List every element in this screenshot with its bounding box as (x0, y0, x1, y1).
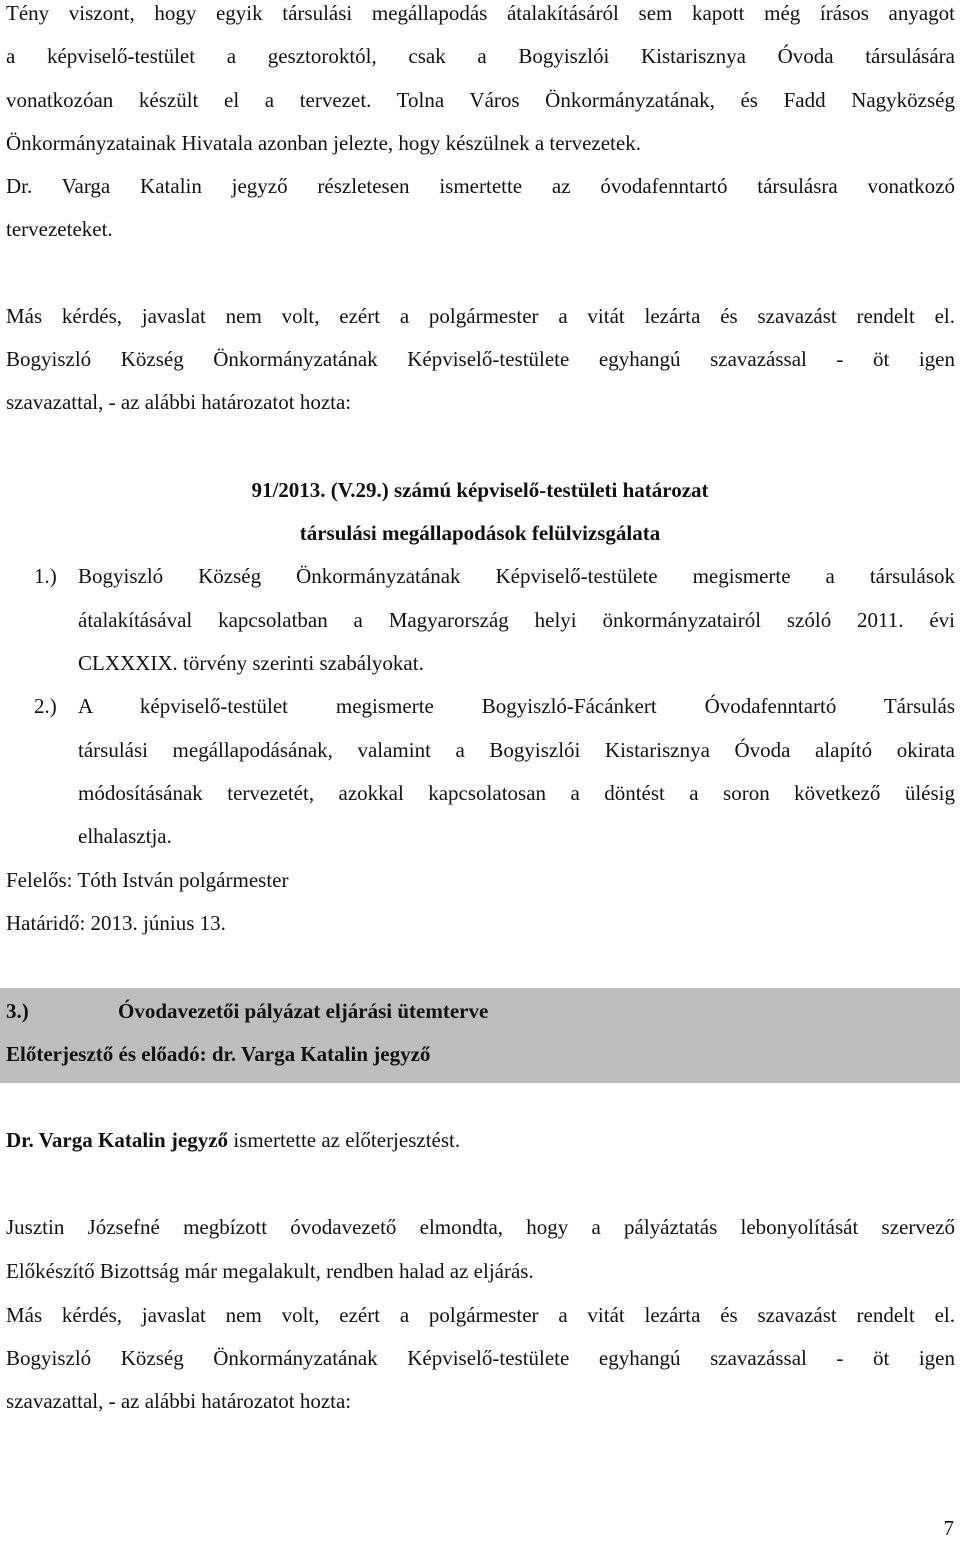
paragraph-line: Előkészítő Bizottság már megalakult, rendben halad az eljárás. (6, 1259, 534, 1283)
list-item-line: átalakításával kapcsolatban a Magyarország helyi önkormányzatairól szóló 2011. évi (78, 608, 955, 632)
paragraph-line (6, 1127, 460, 1153)
paragraph-line: Tény viszont, hogy egyik társulási megállapodás átalakításáról sem kapott még írásos anyagot (6, 1, 955, 25)
agenda-presenter: Előterjesztő és előadó: dr. Varga Katalin jegyző (6, 1042, 431, 1066)
paragraph-line: tervezeteket. (6, 217, 113, 241)
paragraph-line: Más kérdés, javaslat nem volt, ezért a polgármester a vitát lezárta és szavazást rendelt el. (6, 304, 955, 328)
paragraph-line: Jusztin Józsefné megbízott óvodavezető elmondta, hogy a pályáztatás lebonyolítását szervező (6, 1215, 955, 1239)
list-item-line: társulási megállapodásának, valamint a Bogyiszlói Kistarisznya Óvoda alapító okirata (78, 738, 955, 762)
paragraph-line: szavazattal, - az alábbi határozatot hozta: (6, 390, 352, 414)
paragraph-line: vonatkozóan készült el a tervezet. Tolna Város Önkormányzatának, és Fadd Nagyközség (6, 88, 955, 112)
deadline-line: Határidő: 2013. június 13. (6, 911, 226, 935)
list-item-line: elhalasztja. (78, 824, 172, 848)
agenda-box (0, 988, 960, 1083)
agenda-title: Óvodavezetői pályázat eljárási ütemterve (118, 999, 489, 1023)
paragraph-line: a képviselő-testület a gesztoroktól, csak a Bogyiszlói Kistarisznya Óvoda társulására (6, 44, 955, 68)
paragraph-line: Önkormányzatainak Hivatala azonban jelezte, hogy készülnek a tervezetek. (6, 131, 641, 155)
paragraph-line: szavazattal, - az alábbi határozatot hozta: (6, 1389, 352, 1413)
responsible-line: Felelős: Tóth István polgármester (6, 868, 289, 892)
list-item-line: CLXXXIX. törvény szerinti szabályokat. (78, 651, 424, 675)
paragraph-line: Bogyiszló Község Önkormányzatának Képviselő-testülete egyhangú szavazással - öt igen (6, 1346, 955, 1370)
resolution-number: 91/2013. (V.29.) számú képviselő-testületi határozat (251, 478, 709, 502)
list-item-number: 2.) (34, 694, 57, 718)
paragraph-line: Dr. Varga Katalin jegyző részletesen ismertette az óvodafenntartó társulásra vonatkozó (6, 174, 955, 198)
list-item-number: 1.) (34, 564, 57, 588)
page-number: 7 (943, 1516, 954, 1540)
paragraph-text: ismertette az előterjesztést. (228, 1128, 461, 1152)
list-item-line: módosításának tervezetét, azokkal kapcsolatosan a döntést a soron következő ülésig (78, 781, 955, 805)
speaker-name: Dr. Varga Katalin jegyző (6, 1128, 229, 1152)
paragraph-line: Más kérdés, javaslat nem volt, ezért a polgármester a vitát lezárta és szavazást rendelt el. (6, 1303, 955, 1327)
paragraph-line: Bogyiszló Község Önkormányzatának Képviselő-testülete egyhangú szavazással - öt igen (6, 347, 955, 371)
list-item-line: Bogyiszló Község Önkormányzatának Képviselő-testülete megismerte a társulások (78, 564, 955, 588)
list-item-line: A képviselő-testület megismerte Bogyiszló-Fácánkert Óvodafenntartó Társulás (78, 694, 955, 718)
resolution-subject: társulási megállapodások felülvizsgálata (299, 521, 661, 545)
agenda-number: 3.) (6, 999, 29, 1023)
